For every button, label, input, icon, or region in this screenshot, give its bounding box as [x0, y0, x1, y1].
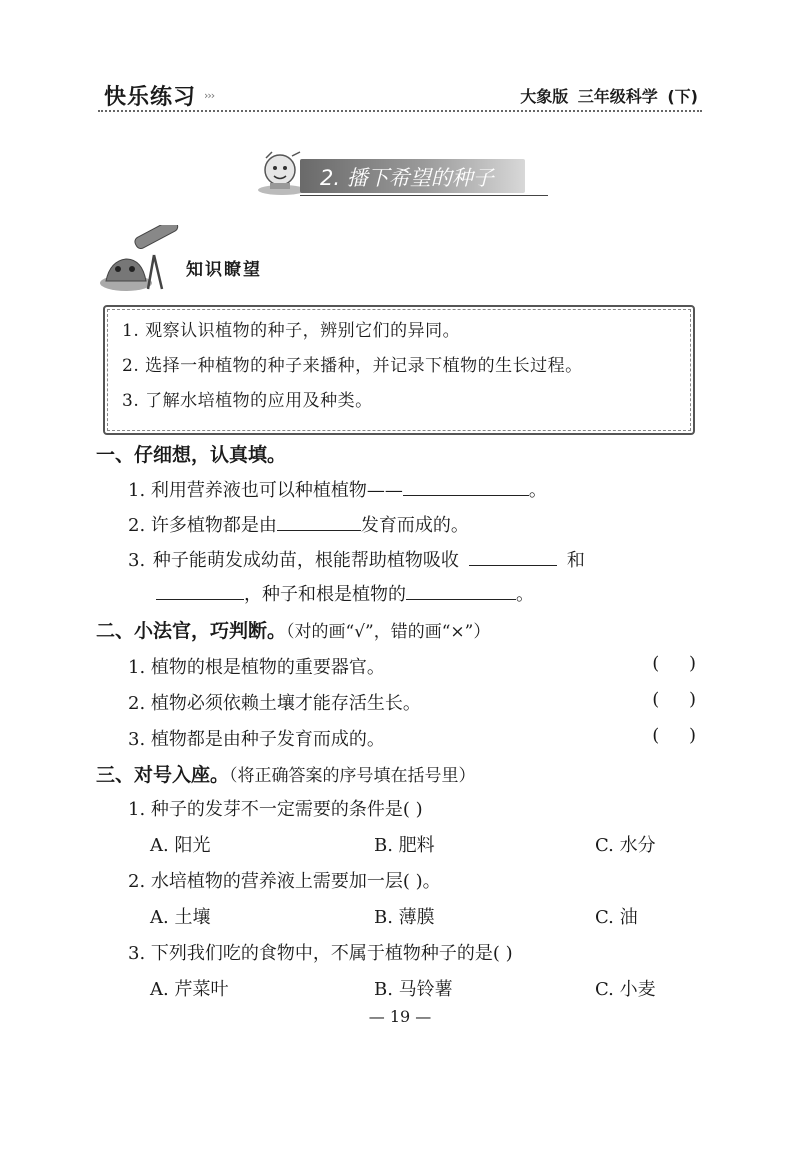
section2-title: 二、小法官，巧判断。	[96, 620, 287, 642]
s3-q1-option-a[interactable]: A. 阳光	[150, 835, 211, 856]
s3-q1-option-c[interactable]: C. 水分	[595, 835, 656, 856]
s3-q3-option-b[interactable]: B. 马铃薯	[374, 979, 453, 1000]
header-arrows: ›››	[204, 89, 215, 102]
s1-q1-end: 。	[528, 480, 547, 501]
section3-note: （将正确答案的序号填在括号里）	[229, 766, 476, 786]
s2-item-2-answer[interactable]: ( )	[652, 689, 696, 710]
s1-q3-end: 。	[516, 584, 534, 605]
s3-question-2: 2. 水培植物的营养液上需要加一层( )。	[128, 871, 441, 892]
s3-q2-option-c[interactable]: C. 油	[595, 907, 638, 928]
s3-q3-option-a[interactable]: A. 芹菜叶	[150, 979, 229, 1000]
s2-item-3: 3. 植物都是由种子发育而成的。	[128, 729, 385, 750]
s1-q2-before: 2. 许多植物都是由	[128, 515, 277, 536]
knowledge-tag: 知识瞭望	[186, 260, 262, 280]
s1-q1-text: 1. 利用营养液也可以种植植物——	[128, 480, 403, 501]
section2-note: （对的画“√”，错的画“×”）	[286, 622, 491, 642]
s1-q3-and: 和	[566, 550, 585, 571]
banner-underline	[300, 195, 548, 196]
s1-q2-after: 发育而成的。	[360, 515, 469, 536]
s3-q3-option-c[interactable]: C. 小麦	[595, 979, 656, 1000]
s3-question-3: 3. 下列我们吃的食物中，不属于植物种子的是( )	[128, 943, 513, 964]
s1-q1-blank[interactable]	[403, 477, 529, 496]
s3-question-1: 1. 种子的发芽不一定需要的条件是( )	[128, 799, 423, 820]
s1-q3-text: 3. 种子能萌发成幼苗，根能帮助植物吸收	[128, 550, 459, 571]
s2-item-3-answer[interactable]: ( )	[652, 725, 696, 746]
s1-q3-blank-3[interactable]	[406, 581, 516, 600]
section3-title: 三、对号入座。	[96, 764, 230, 786]
s2-item-2: 2. 植物必须依赖土壤才能存活生长。	[128, 693, 421, 714]
s1-question-3-line1	[128, 546, 585, 572]
s2-item-1: 1. 植物的根是植物的重要器官。	[128, 657, 385, 678]
s1-question-1	[128, 476, 547, 502]
header-divider	[98, 110, 702, 112]
s1-q3-blank-2[interactable]	[156, 581, 244, 600]
s3-q2-option-a[interactable]: A. 土壤	[150, 907, 211, 928]
book-info: 大象版 三年级科学 (下)	[520, 87, 698, 106]
section1-heading: 一、仔细想，认真填。	[96, 444, 287, 466]
chapter-title: 2. 播下希望的种子	[320, 166, 494, 190]
s1-question-3-line2	[156, 580, 534, 606]
knowledge-item-3: 3. 了解水培植物的应用及种类。	[122, 391, 373, 411]
knowledge-item-1: 1. 观察认识植物的种子，辨别它们的异同。	[122, 321, 461, 341]
section3-heading	[96, 760, 476, 787]
s1-q2-blank[interactable]	[277, 512, 361, 531]
s1-q3-mid: ，种子和根是植物的	[244, 584, 406, 605]
s2-item-1-answer[interactable]: ( )	[652, 653, 696, 674]
page-number: — 19 —	[368, 1007, 432, 1026]
s3-q1-option-b[interactable]: B. 肥料	[374, 835, 435, 856]
series-title: 快乐练习	[104, 85, 197, 110]
s1-question-2	[128, 511, 469, 537]
section2-heading	[96, 616, 490, 643]
knowledge-item-2: 2. 选择一种植物的种子来播种，并记录下植物的生长过程。	[122, 356, 583, 376]
telescope-icon	[96, 225, 190, 293]
s1-q3-blank-1[interactable]	[469, 547, 557, 566]
s3-q2-option-b[interactable]: B. 薄膜	[374, 907, 435, 928]
